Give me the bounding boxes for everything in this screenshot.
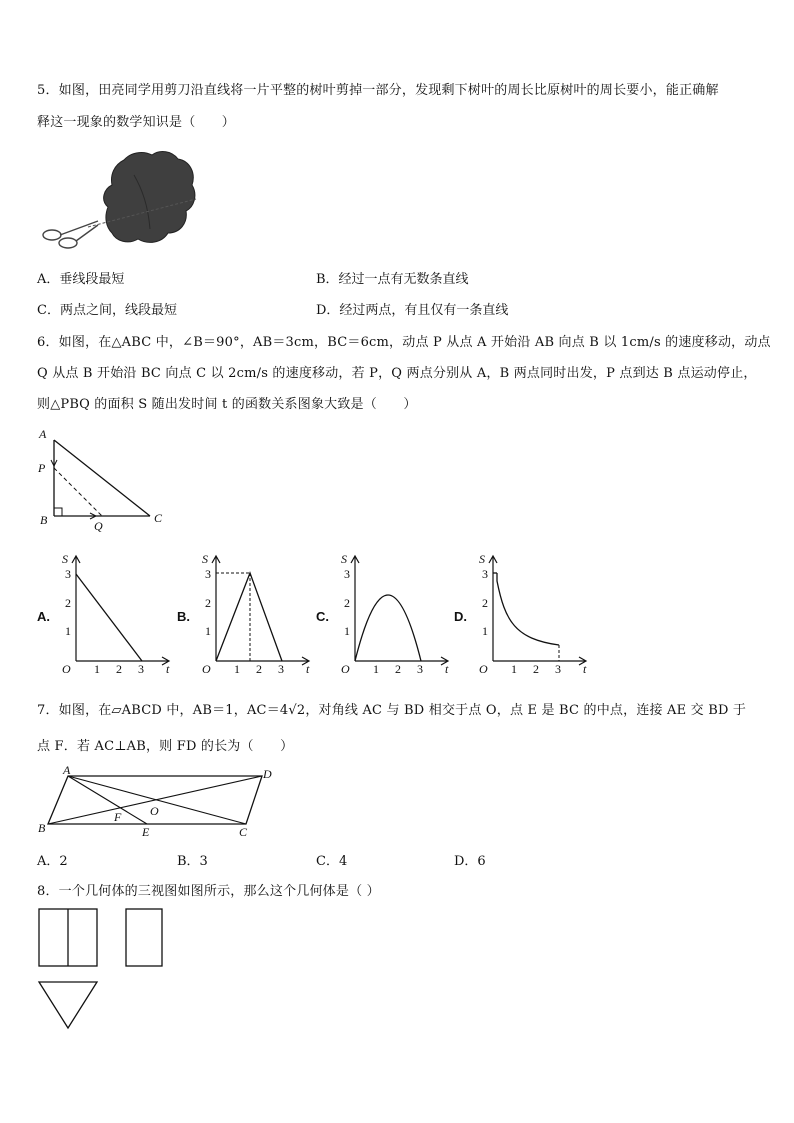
q6-stem-line1: 6．如图，在△ABC 中，∠B＝90°，AB＝3cm，BC＝6cm，动点 P 从点 A 开始沿 AB 向点 B 以 1cm/s 的速度移动，动点 [37, 335, 771, 350]
svg-text:O: O [62, 662, 71, 676]
q7-label-e: E [142, 825, 150, 839]
svg-text:3: 3 [417, 662, 423, 676]
svg-text:t: t [306, 662, 310, 676]
svg-text:1: 1 [234, 662, 240, 676]
q7-option-d[interactable]: D．6 [454, 854, 486, 869]
q6-label-b: B [40, 513, 48, 527]
leaf-scissors-illustration [38, 145, 200, 253]
q6-label-q: Q [94, 519, 103, 533]
svg-text:2: 2 [482, 596, 488, 610]
q6-stem-line3: 则△PBQ 的面积 S 随出发时间 t 的函数关系图象大致是（ ） [37, 397, 417, 412]
q7-label-c: C [239, 825, 248, 839]
svg-text:1: 1 [373, 662, 379, 676]
svg-text:S: S [202, 552, 208, 566]
q7-stem-line2: 点 F．若 AC⊥AB，则 FD 的长为（ ） [37, 739, 294, 754]
q6-option-a-label[interactable]: A. [37, 609, 50, 624]
svg-text:3: 3 [482, 567, 488, 581]
q6-stem-line2: Q 从点 B 开始沿 BC 向点 C 以 2cm/s 的速度移动，若 P，Q 两点分别从 A，B 两点同时出发，P 点到达 B 点运动停止， [37, 366, 757, 381]
svg-text:S: S [341, 552, 347, 566]
q5-option-b[interactable]: B．经过一点有无数条直线 [316, 272, 469, 287]
svg-text:O: O [202, 662, 211, 676]
svg-text:1: 1 [511, 662, 517, 676]
svg-text:3: 3 [138, 662, 144, 676]
svg-text:2: 2 [533, 662, 539, 676]
svg-text:3: 3 [344, 567, 350, 581]
q7-label-f: F [114, 810, 122, 824]
svg-text:2: 2 [395, 662, 401, 676]
q6-graph-c[interactable] [337, 551, 457, 679]
svg-text:3: 3 [278, 662, 284, 676]
q7-option-b[interactable]: B．3 [177, 854, 208, 869]
svg-text:2: 2 [256, 662, 262, 676]
q7-option-c[interactable]: C．4 [316, 854, 348, 869]
svg-text:2: 2 [344, 596, 350, 610]
svg-text:O: O [341, 662, 350, 676]
svg-text:t: t [445, 662, 449, 676]
svg-text:3: 3 [205, 567, 211, 581]
q7-option-a[interactable]: A．2 [37, 854, 68, 869]
q5-stem-line1: 5．如图，田亮同学用剪刀沿直线将一片平整的树叶剪掉一部分，发现剩下树叶的周长比原树叶的周长要小，能正确解 [37, 83, 719, 98]
svg-text:t: t [166, 662, 170, 676]
q7-parallelogram-figure [34, 762, 284, 840]
q8-stem-line1: 8．一个几何体的三视图如图所示，那么这个几何体是（ ） [37, 884, 380, 899]
q6-graph-d[interactable] [475, 551, 595, 679]
svg-text:1: 1 [65, 624, 71, 638]
q6-option-b-label[interactable]: B. [177, 609, 190, 624]
q7-label-b: B [38, 821, 46, 835]
q7-stem-line1: 7．如图，在▱ABCD 中，AB＝1，AC＝4√2，对角线 AC 与 BD 相交于点 O，点 E 是 BC 的中点，连接 AE 交 BD 于 [37, 703, 747, 718]
q5-option-d[interactable]: D．经过两点，有且仅有一条直线 [316, 303, 509, 318]
svg-text:3: 3 [65, 567, 71, 581]
q5-option-c[interactable]: C．两点之间，线段最短 [37, 303, 177, 318]
svg-text:2: 2 [116, 662, 122, 676]
q8-three-views-figure [36, 906, 172, 1032]
svg-text:t: t [583, 662, 587, 676]
svg-text:S: S [62, 552, 68, 566]
q6-label-a: A [39, 427, 47, 441]
svg-text:1: 1 [482, 624, 488, 638]
q6-option-c-label[interactable]: C. [316, 609, 329, 624]
svg-text:O: O [479, 662, 488, 676]
q7-label-o: O [150, 804, 159, 818]
q7-label-d: D [263, 767, 272, 781]
q6-option-d-label[interactable]: D. [454, 609, 467, 624]
q5-stem-line2: 释这一现象的数学知识是（ ） [37, 115, 236, 130]
q6-graph-b[interactable] [198, 551, 318, 679]
q6-label-c: C [154, 511, 163, 525]
q6-graph-a[interactable] [58, 551, 178, 679]
svg-text:2: 2 [205, 596, 211, 610]
svg-text:1: 1 [94, 662, 100, 676]
q6-label-p: P [38, 461, 46, 475]
svg-text:1: 1 [205, 624, 211, 638]
svg-text:S: S [479, 552, 485, 566]
q7-label-a: A [63, 763, 71, 777]
q6-triangle-figure [30, 424, 180, 534]
svg-text:1: 1 [344, 624, 350, 638]
svg-text:3: 3 [555, 662, 561, 676]
svg-text:2: 2 [65, 596, 71, 610]
q5-option-a[interactable]: A．垂线段最短 [37, 272, 125, 287]
